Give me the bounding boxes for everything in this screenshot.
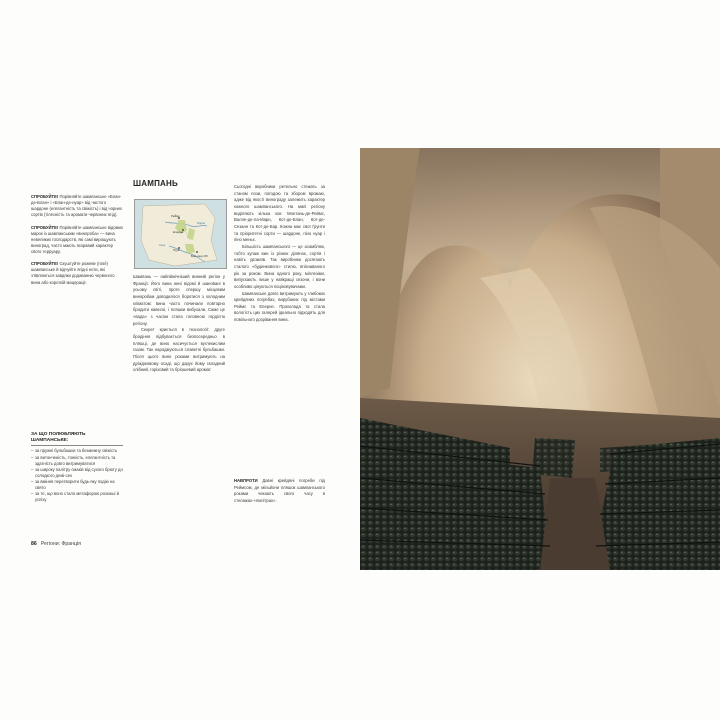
running-footer: Регіони: Франція (40, 541, 81, 547)
paragraph: Шампанське довго витримують у глибоких крейдяних погребах, вирубаних під містами Реймс та Епернe. Прохолода та стала вологість цих галерей ідеально підходять для повільного дозрівання вина. (234, 290, 325, 323)
map-label: Марна (197, 222, 205, 225)
photo-caption (234, 478, 325, 505)
paragraph: Секрет криється в технології: друге бродіння відбувається безпосередньо в пляшці, де вино насичується вуглекислим газом. Так народжуються славетні бульбашки. Після цього вино роками витримують на дріжджовому осаді, що дарує йому складний хлібний, горіховий та бріошевий аромат. (133, 327, 225, 373)
tips-sidebar (31, 194, 123, 292)
list-item: – за вміння перетворити будь-яку подію на свято (31, 479, 123, 491)
cellar-illustration (360, 148, 720, 570)
region-map (134, 199, 227, 269)
divider (31, 445, 123, 446)
list-item: – за пружні бульбашки та безмежну свіжість (31, 448, 123, 454)
list-item: – за широку палітру смаків від сухого брюту до солодкого демі-сек (31, 467, 123, 479)
tip-1: СПРОБУЙТЕ! Порівняйте шампанське «Блан-де-Блан» і «Блан-де-нуар» від чистого шардоне (елегантність та свіжість) і від чорних сортів (тілесність та аромати червоних ягід). (31, 194, 122, 218)
map-label: Сена (159, 244, 166, 247)
map-label: Труа (173, 248, 180, 252)
map-graphic (135, 200, 226, 268)
page-number: 86 (31, 541, 37, 547)
why-we-love-list (31, 448, 123, 503)
caption-text: НАВПРОТИ Давні крейдяні погреби під Реймсом, де мільйони пляшок шампанського роками чекають свого часу в стелажах-«пюпітрах». (234, 478, 325, 503)
tip-3: СПРОБУЙТЕ! Скуштуйте рожеве (rosé) шампанське й відчуйте ягідні ноти, які з'являються завдяки додаванню червоного вина або короткій мацерації. (31, 261, 115, 285)
city-marker (196, 251, 198, 253)
paragraph: Шампань — найпівнічніший винний регіон у Франції. Його вина нині відомі й шановані в усьому світі, проте спершу місцевим виноробам доводилося боротися з холодним кліматом: вина часто починали повторно бродити навесні, і пляшки вибухали. Саме це «вада» з часом стала головною гордістю регіону. (133, 274, 225, 326)
why-we-love-heading: ЗА ЩО ПОЛЮБЛЯЮТЬ ШАМПАНСЬКЕ: (31, 432, 86, 444)
body-column-2 (234, 184, 325, 324)
tip-2: СПРОБУЙТЕ! Порівняйте шампанське відомих марок із шампанським «винороба» — вина невеликих господарств, які самі вирощують виноград, часто мають яскравий характер свого терруару. (31, 224, 123, 254)
cellar-photo (360, 148, 720, 570)
page-footer (31, 541, 81, 547)
why-we-love-box (31, 432, 123, 503)
list-item: – за те, що воно стало метафорою розкоші й успіху (31, 491, 123, 503)
map-label: Бар-сюр-Об (191, 254, 208, 258)
paragraph: Більшість шампанського — це асамбляж, тобто купаж вин із різних ділянок, сортів і навіть урожаїв. Так виробники досягають сталого «будинкового» стилю, впізнаваного рік за роком. Вина одного року, міллезіми, випускають лише у найкращі сезони, і вони особливо цінуються поціновувачами. (234, 243, 325, 289)
map-label: Епернe (173, 230, 184, 234)
body-column-1 (133, 274, 225, 374)
list-item: – за витонченість, тонкість, елегантність та здатність довго витримуватися (31, 455, 123, 467)
section-title: ШАМПАНЬ (133, 179, 178, 188)
paragraph: Сьогодні виробники ретельно стежать за станом лози, погодою та збором врожаю, адже від якості винограду залежить характер кожного шампанського. На мапі регіону виділяють кілька зон: Монтань-де-Реймс, Валле-де-ла-Марн, Кот-де-Блан, Кот-де-Сезанн та Кот-де-Бар. Кожна має свої ґрунти та пріоритетні сорти — шардоне, піно нуар і піно меньє. (234, 184, 325, 243)
map-label: Реймс (171, 214, 180, 218)
